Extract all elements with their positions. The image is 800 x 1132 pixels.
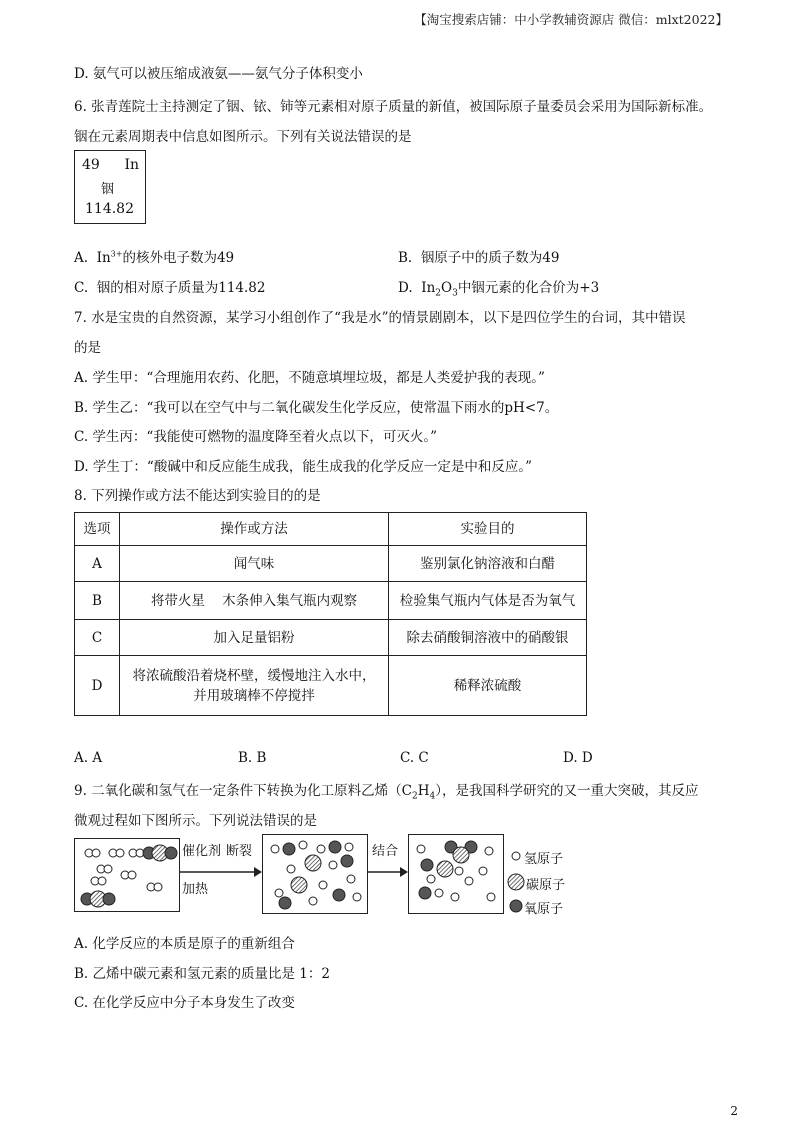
stem-part: H [417,783,430,799]
option-letter: C. [74,280,89,296]
legend-oxygen: 氧原子 [524,902,564,917]
option-text: 铟的相对原子质量为114.82 [96,280,266,296]
table-row [75,582,587,620]
cell-method [120,656,389,716]
option-text: 铟原子中的质子数为49 [420,250,560,266]
arrow-right-icon [368,866,408,878]
legend-carbon: 碳原子 [526,878,566,893]
reaction-diagram [74,834,594,916]
atomic-mass: 114.82 [85,201,134,217]
ion-charge: 3+ [110,249,123,259]
label-catalyst: 催化剂 [182,844,222,859]
option-letter: B. [398,250,413,266]
q9-option-b: B. 乙烯中碳元素和氢元素的质量比是 1：2 [74,966,330,982]
reactants-box [74,838,180,912]
page-number: 2 [730,1104,738,1118]
cell-method: 闻气味 [120,546,389,582]
q6-option-d [398,276,599,299]
cell-purpose: 除去硝酸铜溶液中的硝酸银 [389,620,587,656]
q6-stem-line1: 6. 张青莲院士主持测定了铟、铱、铈等元素相对原子质量的新值，被国际原子量委员会采用为国际新标准。 [74,99,713,115]
col-header-purpose: 实验目的 [389,513,587,546]
reactants-molecules [75,839,179,911]
q9-stem-line2: 微观过程如下图所示。下列说法错误的是 [74,813,317,829]
label-combine: 结合 [372,844,399,859]
q7-option-d: D. 学生丁：“酸碱中和反应能生成我，能生成我的化学反应一定是中和反应。” [74,459,532,475]
intermediate-atoms [263,835,367,913]
stem-part: ），是我国科学研究的又一重大突破，其反应 [435,783,699,799]
hydrogen-atom-icon [508,848,524,864]
table-row [75,656,587,716]
table-row [75,620,587,656]
q9-stem-line1 [74,779,699,802]
option-letter: A. [74,250,89,266]
intermediate-box [262,834,368,914]
legend-hydrogen: 氢原子 [524,852,564,867]
cell-method: 将带火星 木条伸入集气瓶内观察 [120,582,389,620]
products-molecules [409,835,503,913]
formula-sub: 2 [412,791,418,802]
col-header-option: 选项 [75,513,120,546]
label-heat: 加热 [182,882,209,897]
table-row [75,546,587,582]
q9-option-a: A. 化学反应的本质是原子的重新组合 [74,936,295,952]
q7-option-a: A. 学生甲：“合理施用农药、化肥，不随意填埋垃圾，都是人类爱护我的表现。” [74,370,545,386]
q8-answer-a: A. A [74,750,103,766]
formula-part: O [441,280,453,296]
q7-stem-line1: 7. 水是宝贵的自然资源，某学习小组创作了“我是水”的情景剧剧本，以下是四位学生的台词，其中错误 [74,310,686,326]
page-header: 【淘宝搜索店铺：中小学教辅资源店 微信：mlxt2022】 [414,12,728,27]
cell-purpose: 检验集气瓶内气体是否为氧气 [389,582,587,620]
formula-part: In [421,280,436,296]
element-symbol: In [124,157,139,173]
option-letter: D. [398,280,413,296]
ion-symbol: In [96,250,111,266]
q8-answer-c: C. C [400,750,429,766]
element-name: 铟 [101,182,115,197]
q9-option-c: C. 在化学反应中分子本身发生了改变 [74,995,295,1011]
q7-stem-line2: 的是 [74,340,101,356]
carbon-atom-icon [506,872,526,892]
cell-option: A [75,546,120,582]
stem-part: 9. 二氧化碳和氢气在一定条件下转换为化工原料乙烯（C [74,783,413,799]
cell-method: 加入足量铝粉 [120,620,389,656]
table-header-row [75,513,587,546]
option-text: 的核外电子数为49 [122,250,235,266]
q5-option-d: D. 氨气可以被压缩成液氨——氨气分子体积变小 [74,66,363,82]
formula-sub: 2 [435,288,441,299]
cell-purpose: 稀释浓硫酸 [389,656,587,716]
arrow-right-icon [180,866,262,878]
cell-method-line1: 将浓硫酸沿着烧杯壁，缓慢地注入水中， [132,667,376,684]
oxygen-atom-icon [508,898,524,914]
cell-option: D [75,656,120,716]
cell-option: B [75,582,120,620]
q7-option-b: B. 学生乙：“我可以在空气中与二氧化碳发生化学反应，使常温下雨水的pH<7。 [74,400,559,416]
cell-option: C [75,620,120,656]
q6-option-c [74,276,265,296]
q6-option-a [74,246,234,266]
products-box [408,834,504,914]
q6-option-b [398,246,560,266]
label-break: 断裂 [226,844,253,859]
option-text: 中铟元素的化合价为+3 [457,280,600,296]
q6-stem-line2: 铟在元素周期表中信息如图所示。下列有关说法错误的是 [74,129,412,145]
element-card-indium [74,150,146,224]
q7-option-c: C. 学生丙：“我能使可燃物的温度降至着火点以下，可灭火。” [74,429,437,445]
q8-answer-b: B. B [238,750,267,766]
cell-method-line2: 并用玻璃棒不停搅拌 [193,687,315,704]
cell-purpose: 鉴别氯化钠溶液和白醋 [389,546,587,582]
formula-sub: 4 [429,791,436,802]
col-header-method: 操作或方法 [120,513,389,546]
operations-table [74,512,587,716]
atomic-number: 49 [82,157,100,173]
formula-sub: 3 [452,288,458,299]
q8-answer-d: D. D [563,750,593,766]
q8-stem: 8. 下列操作或方法不能达到实验目的的是 [74,488,321,504]
